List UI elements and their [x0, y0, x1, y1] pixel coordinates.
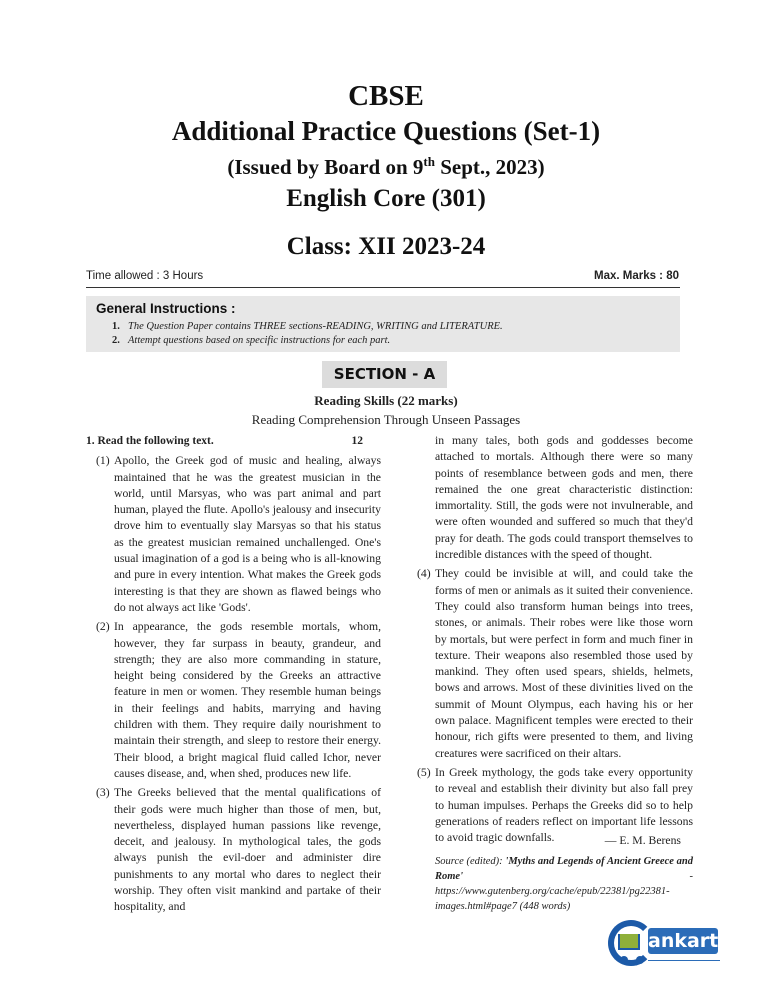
class-title: Class: XII 2023-24: [286, 233, 486, 260]
board-title: CBSE: [348, 80, 424, 112]
subject-title: English Core (301): [286, 185, 486, 212]
paragraph-4: (4) They could be invisible at will, and could take the forms of men or animals as it suited their convenience. They could also transform human beings into trees, stones, or animals. Their robes were like those worn by mortals, but were perfect in form and much finer in texture. Their weapons also resembled those used by mankind. They often used spears, shields, helmets, bows and arrows. Most of these divinities lived on the summit of Mount Olympus, each having his or her own palace. Magnificent temples were erected to their honour, rich gifts were presented to them, and living creatures were sacrificed on their altars.: [417, 567, 693, 760]
paragraph-3-continued: in many tales, both gods and goddesses become attached to mortals. Although there were so many points of resemblance between gods and men, there remained the one great characteristic distinction: immortality. Still, the gods were not invulnerable, and were often wounded and suffered so much that they'd pray for death. The gods could transport themselves to incredible distances with the speed of thought.: [435, 434, 693, 562]
left-column: [86, 433, 381, 919]
question-marks: 12: [351, 435, 363, 447]
oswaal-logo: [608, 920, 728, 980]
divider: [86, 287, 680, 288]
cart-icon: [618, 934, 640, 950]
instruction-item: 1. The Question Paper contains THREE sections-READING, WRITING and LITERATURE.: [112, 321, 503, 332]
paragraph-3: (3) The Greeks believed that the mental qualifications of their gods were much higher than those of men, but, nevertheless, displayed human passions like revenge, deceit, and jealousy. In mythological tales, the gods always punish the evil-doer and administer dire punishments to any mortal who dares to neglect their worship. They often visit mankind and partake of their hospitality, and: [96, 786, 381, 914]
paragraph-5: (5) In Greek mythology, the gods take every opportunity to reveal and establish their divinity but also fall prey to human impulses. Perhaps the Greeks did so to help generations of readers reflect on important life lessons to avoid tragic downfalls.: [417, 765, 693, 845]
right-column: [407, 433, 693, 914]
wheel-icon: [636, 956, 644, 964]
paragraph-2: (2) In appearance, the gods resemble mortals, whom, however, they far surpass in beauty, grandeur, and strength; they are also more commanding in stature, height being considered by the Greeks an attractive feature in men or women. They resemble human beings in their feelings and habits, marrying and having children with them. They require daily nourishment to maintain their strength, and sleep to restore their energy. Their blood, a bright magical fluid called Ichor, never causes disease, and, when shed, produces new life.: [96, 620, 381, 780]
source-citation: Source (edited): 'Myths and Legends of Ancient Greece and Rome' - https://www.gutenberg.org/cache/epub/22381/pg22381-images.html#page7 (448 words): [435, 855, 693, 912]
logo-underline: [648, 960, 720, 961]
logo-text: ankart: [648, 930, 719, 952]
wheel-icon: [620, 956, 628, 964]
section-subtitle-2: Reading Comprehension Through Unseen Passages: [251, 412, 521, 427]
section-title: SECTION - A: [322, 361, 447, 388]
general-instructions: [86, 296, 680, 352]
instruction-item: 2. Attempt questions based on specific instructions for each part.: [112, 335, 391, 346]
paper-title: Additional Practice Questions (Set-1): [171, 116, 601, 146]
section-subtitle: Reading Skills (22 marks): [314, 393, 458, 408]
paragraph-1: (1) Apollo, the Greek god of music and healing, always maintained that he was the greatest musician in the world, until Marsyas, who was part animal and part human, played the flute. Apollo's jealousy and insecurity drove him to eventually slay Marsyas so that his status as the greatest musician remained unchallenged. One's usual imagination of a god is a being who is all-knowing and pure in every intention. What makes the Greek gods interesting is that they are shown as flawed beings who do not always act like 'Gods'.: [96, 454, 381, 614]
time-allowed: Time allowed : 3 Hours: [86, 270, 204, 282]
author: — E. M. Berens: [604, 834, 681, 848]
instructions-title: General Instructions :: [96, 301, 236, 316]
max-marks: Max. Marks : 80: [593, 270, 679, 282]
issue-date: (Issued by Board on 9th Sept., 2023): [227, 154, 545, 179]
question-label: 1. Read the following text. 12: [86, 433, 381, 449]
